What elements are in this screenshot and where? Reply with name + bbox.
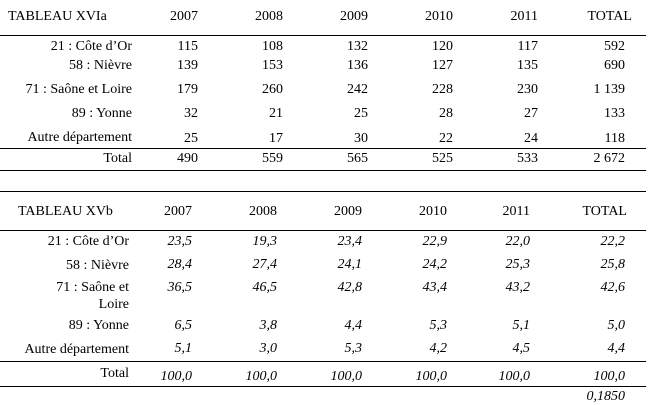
table-a-cell: 108 <box>262 39 283 54</box>
table-b-cell: 24,1 <box>337 257 362 272</box>
table-a-cell: 21 <box>269 106 283 121</box>
table-b-cell: 4,5 <box>512 341 530 356</box>
table-a-cell: 135 <box>517 58 538 73</box>
table-a-cell: 117 <box>517 39 538 54</box>
table-b-year-2007: 2007 <box>164 204 192 219</box>
table-a-cell: 139 <box>177 58 198 73</box>
table-b-row-label-line2: Loire <box>98 297 129 312</box>
table-b-cell: 4,4 <box>344 318 362 333</box>
table-b-header-rule <box>0 230 646 231</box>
table-b-cell: 3,8 <box>259 318 277 333</box>
table-a-cell: 136 <box>347 58 368 73</box>
table-a-year-2010: 2010 <box>425 9 453 24</box>
table-a-row-label: 21 : Côte d’Or <box>50 39 132 54</box>
table-b-cell: 43,4 <box>422 280 447 295</box>
table-b-total-cell: 100,0 <box>330 369 362 384</box>
table-a-row-total: 690 <box>604 58 625 73</box>
table-a-total-rule <box>0 148 646 149</box>
table-b-cell: 25,3 <box>505 257 530 272</box>
table-a-row-total: 133 <box>604 106 625 121</box>
table-a-row-label: Autre département <box>27 130 132 145</box>
table-b-grand-total: 100,0 <box>593 369 625 384</box>
table-a-row-label: 71 : Saône et Loire <box>25 82 132 97</box>
table-b-row-total: 22,2 <box>600 234 625 249</box>
table-a-cell: 17 <box>269 131 283 146</box>
table-b-row-total: 5,0 <box>607 318 625 333</box>
table-b-total-rule <box>0 361 646 362</box>
table-a-total-cell: 533 <box>517 151 538 166</box>
table-a-row-label: 89 : Yonne <box>71 106 132 121</box>
table-b-cell: 23,5 <box>167 234 192 249</box>
table-a-cell: 25 <box>354 106 368 121</box>
table-b-cell: 5,3 <box>429 318 447 333</box>
table-b-title: TABLEAU XVb <box>18 204 113 219</box>
table-b-cell: 23,4 <box>337 234 362 249</box>
table-a-cell: 32 <box>184 106 198 121</box>
table-a-cell: 153 <box>262 58 283 73</box>
table-a-cell: 25 <box>184 131 198 146</box>
table-b-total-cell: 100,0 <box>498 369 530 384</box>
table-b-bottom-rule <box>0 386 646 387</box>
table-b-cell: 42,8 <box>337 280 362 295</box>
table-a-cell: 22 <box>439 131 453 146</box>
table-b-year-2011: 2011 <box>502 204 530 219</box>
table-b-cell: 5,3 <box>344 341 362 356</box>
table-a-cell: 242 <box>347 82 368 97</box>
table-a-cell: 120 <box>432 39 453 54</box>
table-b-year-2010: 2010 <box>419 204 447 219</box>
table-b-cell: 4,2 <box>429 341 447 356</box>
table-b-cell: 28,4 <box>167 257 192 272</box>
table-b-year-2008: 2008 <box>249 204 277 219</box>
table-a-cell: 28 <box>439 106 453 121</box>
table-b-total-cell: 100,0 <box>245 369 277 384</box>
table-a-cell: 27 <box>524 106 538 121</box>
table-a-row-total: 1 139 <box>593 82 625 97</box>
table-a-year-2009: 2009 <box>340 9 368 24</box>
table-b-cell: 5,1 <box>174 341 192 356</box>
table-b-cell: 3,0 <box>259 341 277 356</box>
table-b-cell: 6,5 <box>174 318 192 333</box>
table-a-total-cell: 559 <box>262 151 283 166</box>
table-a-title: TABLEAU XVIa <box>8 9 107 24</box>
table-a-year-2011: 2011 <box>510 9 538 24</box>
table-a-header-rule <box>0 35 646 36</box>
table-b-top-rule <box>0 191 646 192</box>
table-b-footnote: 0,1850 <box>586 389 625 404</box>
table-a-cell: 260 <box>262 82 283 97</box>
table-a-row-total: 592 <box>604 39 625 54</box>
table-a-row-total: 118 <box>604 131 625 146</box>
table-a-total-label: Total <box>103 151 132 166</box>
table-a-total-header: TOTAL <box>587 9 632 24</box>
table-a-cell: 230 <box>517 82 538 97</box>
table-b-total-cell: 100,0 <box>415 369 447 384</box>
table-b-row-label: 21 : Côte d’Or <box>47 234 129 249</box>
table-a-cell: 115 <box>177 39 198 54</box>
table-b-row-total: 4,4 <box>607 341 625 356</box>
table-b-cell: 46,5 <box>252 280 277 295</box>
table-b-row-label-line1: 71 : Saône et <box>56 280 129 295</box>
table-b-cell: 27,4 <box>252 257 277 272</box>
table-a-grand-total: 2 672 <box>593 151 625 166</box>
table-b-cell: 19,3 <box>252 234 277 249</box>
table-a-total-cell: 565 <box>347 151 368 166</box>
table-a-cell: 127 <box>432 58 453 73</box>
table-b-cell: 43,2 <box>505 280 530 295</box>
table-b-total-header: TOTAL <box>582 204 627 219</box>
table-a-year-2007: 2007 <box>170 9 198 24</box>
table-b-row-label: Autre département <box>24 342 129 357</box>
table-a-row-label: 58 : Nièvre <box>69 58 132 73</box>
table-a-cell: 228 <box>432 82 453 97</box>
table-a-cell: 132 <box>347 39 368 54</box>
table-b-cell: 22,0 <box>505 234 530 249</box>
table-b-cell: 22,9 <box>422 234 447 249</box>
table-b-row-label: 58 : Nièvre <box>66 258 129 273</box>
table-b-year-2009: 2009 <box>334 204 362 219</box>
table-a-cell: 24 <box>524 131 538 146</box>
table-b-row-total: 25,8 <box>600 257 625 272</box>
table-a-total-cell: 525 <box>432 151 453 166</box>
table-b-cell: 5,1 <box>512 318 530 333</box>
table-a-bottom-rule <box>0 170 646 171</box>
table-b-total-label: Total <box>100 366 129 381</box>
table-a-cell: 30 <box>354 131 368 146</box>
table-a-cell: 179 <box>177 82 198 97</box>
table-b-row-label: 89 : Yonne <box>68 318 129 333</box>
table-b-cell: 24,2 <box>422 257 447 272</box>
table-b-cell: 36,5 <box>167 280 192 295</box>
table-a-total-cell: 490 <box>177 151 198 166</box>
table-b-row-total: 42,6 <box>600 280 625 295</box>
table-a-year-2008: 2008 <box>255 9 283 24</box>
table-b-total-cell: 100,0 <box>160 369 192 384</box>
